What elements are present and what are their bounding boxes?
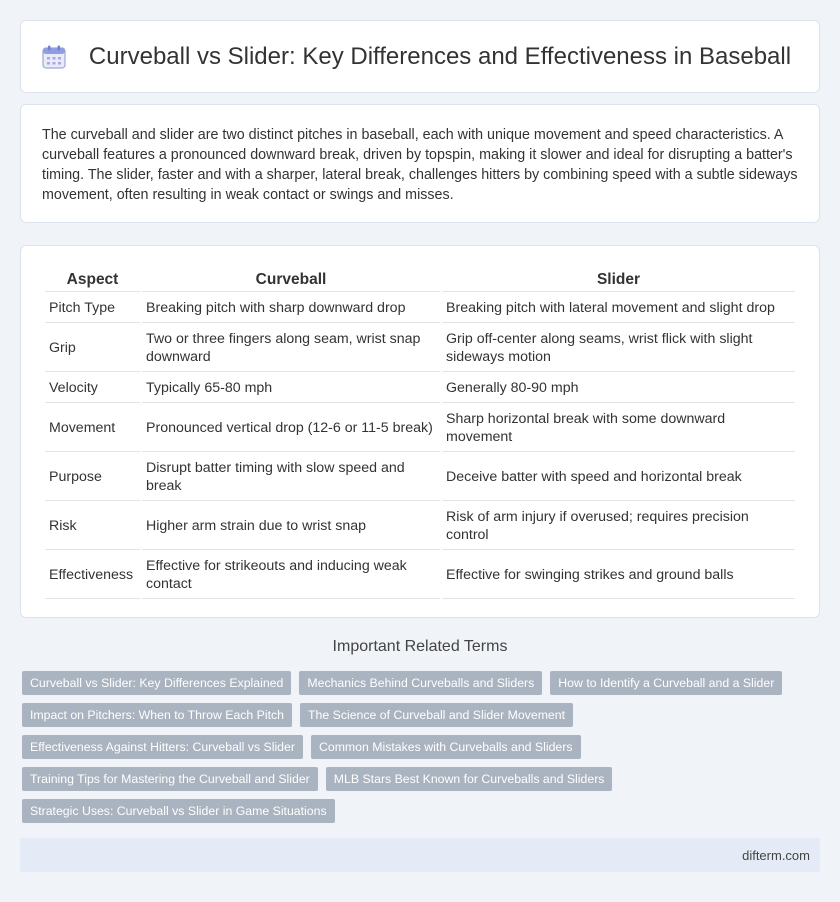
- page-title: Curveball vs Slider: Key Differences and Effectiveness in Baseball: [88, 42, 792, 70]
- aspect-cell: Purpose: [45, 454, 140, 501]
- footer: [20, 838, 820, 872]
- aspect-cell: Movement: [45, 405, 140, 452]
- header-curveball: Curveball: [142, 268, 440, 292]
- comparison-table: [43, 266, 797, 601]
- curveball-cell: Two or three fingers along seam, wrist snap downward: [142, 325, 440, 372]
- comparison-table-card: [20, 245, 820, 618]
- aspect-cell: Pitch Type: [45, 294, 140, 323]
- aspect-cell: Effectiveness: [45, 552, 140, 599]
- related-term-link[interactable]: Strategic Uses: Curveball vs Slider in Game Situations: [22, 799, 335, 823]
- curveball-cell: Disrupt batter timing with slow speed and break: [142, 454, 440, 501]
- curveball-cell: Typically 65-80 mph: [142, 374, 440, 403]
- related-term-link[interactable]: Effectiveness Against Hitters: Curveball vs Slider: [22, 735, 303, 759]
- curveball-cell: Effective for strikeouts and inducing weak contact: [142, 552, 440, 599]
- table-row: [45, 552, 795, 599]
- related-terms-list: [22, 671, 822, 823]
- curveball-cell: Pronounced vertical drop (12-6 or 11-5 break): [142, 405, 440, 452]
- curveball-cell: Higher arm strain due to wrist snap: [142, 503, 440, 550]
- table-header-row: [45, 268, 795, 292]
- aspect-cell: Risk: [45, 503, 140, 550]
- table-row: [45, 374, 795, 403]
- related-term-link[interactable]: Impact on Pitchers: When to Throw Each Pitch: [22, 703, 292, 727]
- aspect-cell: Grip: [45, 325, 140, 372]
- related-terms-heading: Important Related Terms: [332, 638, 508, 655]
- curveball-cell: Breaking pitch with sharp downward drop: [142, 294, 440, 323]
- table-row: [45, 454, 795, 501]
- calendar-icon: [41, 44, 67, 70]
- slider-cell: Deceive batter with speed and horizontal break: [442, 454, 795, 501]
- slider-cell: Sharp horizontal break with some downward movement: [442, 405, 795, 452]
- related-term-link[interactable]: MLB Stars Best Known for Curveballs and Sliders: [326, 767, 613, 791]
- header-card: [20, 20, 820, 93]
- related-term-link[interactable]: Curveball vs Slider: Key Differences Explained: [22, 671, 291, 695]
- related-term-link[interactable]: How to Identify a Curveball and a Slider: [550, 671, 782, 695]
- table-row: [45, 503, 795, 550]
- aspect-cell: Velocity: [45, 374, 140, 403]
- table-row: [45, 294, 795, 323]
- slider-cell: Generally 80-90 mph: [442, 374, 795, 403]
- related-term-link[interactable]: Mechanics Behind Curveballs and Sliders: [299, 671, 542, 695]
- table-row: [45, 405, 795, 452]
- intro-paragraph: The curveball and slider are two distinct pitches in baseball, each with unique movement and speed characteristics. A curveball features a pronounced downward break, driven by topspin, making it slower and ideal for disrupting a batter's timing. The slider, faster and with a sharper, lateral break, challenges hitters by combining speed with a subtle sideways movement, often resulting in weak contact or swings and misses.: [42, 127, 798, 203]
- related-term-link[interactable]: Common Mistakes with Curveballs and Sliders: [311, 735, 581, 759]
- slider-cell: Risk of arm injury if overused; requires precision control: [442, 503, 795, 550]
- related-term-link[interactable]: Training Tips for Mastering the Curveball and Slider: [22, 767, 318, 791]
- footer-site-name: difterm.com: [742, 847, 810, 863]
- slider-cell: Effective for swinging strikes and ground balls: [442, 552, 795, 599]
- intro-card: [20, 104, 820, 223]
- header-aspect: Aspect: [45, 268, 140, 292]
- header-slider: Slider: [442, 268, 795, 292]
- slider-cell: Grip off-center along seams, wrist flick with slight sideways motion: [442, 325, 795, 372]
- slider-cell: Breaking pitch with lateral movement and slight drop: [442, 294, 795, 323]
- related-term-link[interactable]: The Science of Curveball and Slider Movement: [300, 703, 573, 727]
- table-row: [45, 325, 795, 372]
